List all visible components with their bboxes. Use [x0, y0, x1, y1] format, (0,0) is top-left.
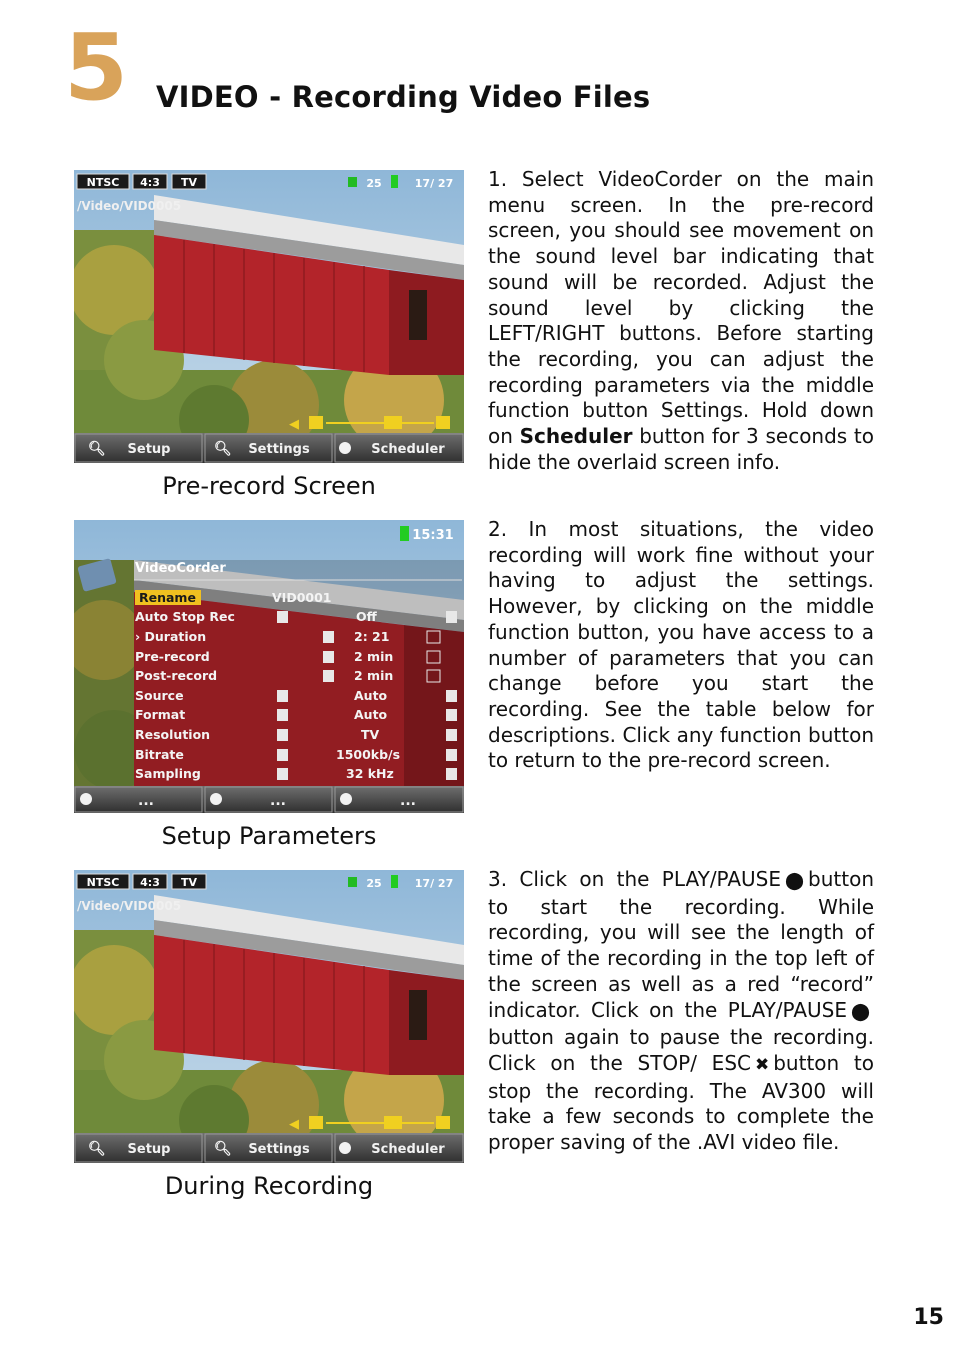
decrease-arrow-icon[interactable] [277, 749, 288, 761]
page-number: 15 [913, 1305, 944, 1330]
volume-knob [384, 1116, 402, 1129]
setting-row-rename[interactable]: Rename [139, 590, 196, 605]
setting-row-pre-record[interactable]: Pre-record [135, 649, 210, 664]
function-icon [80, 793, 92, 805]
decrease-arrow-icon[interactable] [277, 709, 288, 721]
play-pause-icon: ⬤ [850, 1001, 870, 1022]
prerecord-caption: Pre-record Screen [162, 472, 376, 500]
scheduler-button-label: Scheduler [371, 1142, 445, 1157]
increase-arrow-icon[interactable] [446, 749, 457, 761]
setting-row-bitrate[interactable]: Bitrate [135, 747, 184, 762]
magnifier-icon: 🔍︎ [88, 441, 106, 457]
format-badge-aspect: 4:3 [140, 876, 160, 889]
setting-value-resolution: TV [361, 727, 380, 742]
setting-value-format: Auto [354, 707, 388, 722]
increase-arrow-icon[interactable] [446, 611, 457, 623]
function-button-middle-label: ... [270, 793, 286, 809]
scheduler-emphasis: Scheduler [519, 424, 633, 449]
increase-arrow-icon[interactable] [446, 729, 457, 741]
battery-icon [391, 875, 398, 888]
clock-readout: 15:31 [412, 528, 454, 543]
speaker-icon: ◀ [289, 1117, 299, 1132]
file-counter: 17/ 27 [414, 177, 454, 190]
setup-caption: Setup Parameters [161, 822, 377, 850]
volume-right-icon [436, 1116, 450, 1129]
stepper-icon[interactable] [323, 651, 334, 663]
function-icon [340, 793, 352, 805]
magnifier-icon: 🔍︎ [88, 1141, 106, 1157]
recording-caption: During Recording [164, 1172, 374, 1200]
stepper-icon[interactable] [323, 670, 334, 682]
page-title: VIDEO - Recording Video Files [156, 80, 651, 114]
setting-value-source: Auto [354, 688, 388, 703]
play-pause-icon: ⬤ [785, 871, 805, 891]
function-icon [210, 793, 222, 805]
format-badge-tv: TV [180, 876, 198, 889]
setting-value-post-record: 2 min [354, 668, 394, 683]
battery-icon [391, 175, 398, 188]
volume-left-icon [309, 1116, 323, 1129]
step-3-text: 3. Click on the PLAY/PAUSE ⬤ button to start the recording. While recording, you will see the length of time of the recording in the top left of the screen as well as a red “record” indicator. Click on the PLAY/PAUSE ⬤button again to pause the recording. Click on the STOP/ ESC ✖ button to stop the recording. The AV300 will take a few seconds to complete the proper saving of the .AVI video file. [488, 867, 874, 1155]
magnifier-icon: 🔍︎ [214, 1141, 232, 1157]
video-path: /Video/VID0005 [77, 199, 182, 213]
setting-value-auto-stop: Off [356, 609, 377, 624]
decrease-arrow-icon[interactable] [277, 690, 288, 702]
clock-icon [339, 442, 351, 454]
format-badge-aspect: 4:3 [140, 176, 160, 189]
format-badge-ntsc: NTSC [86, 176, 120, 189]
decrease-arrow-icon[interactable] [277, 611, 288, 623]
recording-screenshot [74, 870, 464, 1163]
format-badge-tv: TV [180, 176, 198, 189]
increase-arrow-icon[interactable] [446, 690, 457, 702]
volume-left-icon [309, 416, 323, 429]
setting-row-auto-stop[interactable]: Auto Stop Rec [135, 609, 235, 624]
step-2-text: 2. In most situations, the video recording will work fine without your having to adjust the settings. However, by clicking on the middle function button, you have access to a number of parameters that you can change before you start the recording. See the table below for descriptions. Click any function button to return to the pre-record screen. [488, 517, 874, 773]
magnifier-icon: 🔍︎ [214, 441, 232, 457]
setting-row-format[interactable]: Format [135, 707, 186, 722]
setting-row-post-record[interactable]: Post-record [135, 668, 218, 683]
setup-button-label: Setup [127, 1142, 171, 1157]
scheduler-button-label: Scheduler [371, 442, 445, 457]
stepper-icon[interactable] [323, 631, 334, 643]
status-value: 25 [366, 877, 382, 890]
setting-row-duration[interactable]: › Duration [135, 629, 207, 644]
record-ready-icon [348, 877, 357, 887]
volume-right-icon [436, 416, 450, 429]
increase-arrow-icon[interactable] [446, 768, 457, 780]
file-counter: 17/ 27 [414, 877, 454, 890]
setting-row-resolution[interactable]: Resolution [135, 727, 211, 742]
filename-value: VID0001 [272, 590, 332, 605]
setting-value-pre-record: 2 min [354, 649, 394, 664]
setup-button-label: Setup [127, 442, 171, 457]
speaker-icon: ◀ [289, 417, 299, 432]
video-path: /Video/VID0005 [77, 899, 182, 913]
prerecord-screenshot [74, 170, 464, 463]
function-button-right-label: ... [400, 793, 416, 809]
volume-knob [384, 416, 402, 429]
setting-row-source[interactable]: Source [135, 688, 184, 703]
setup-screenshot [74, 520, 464, 813]
app-title: VideoCorder [135, 561, 226, 576]
battery-icon [400, 526, 409, 541]
setting-value-bitrate: 1500kb/s [336, 747, 401, 762]
settings-button-label: Settings [248, 1142, 310, 1157]
clock-icon [339, 1142, 351, 1154]
step-1-text: 1. Select VideoCorder on the main menu screen. In the pre-record screen, you should see movement on the sound level bar indicating that sound will be recorded. Adjust the sound level by clicking the LEFT/RIGHT buttons. Before starting the recording, you can adjust the recording parameters via the middle function button Settings. Hold down on Scheduler button for 3 seconds to hide the overlaid screen info. [488, 167, 874, 474]
format-badge-ntsc: NTSC [86, 876, 120, 889]
status-value: 25 [366, 177, 382, 190]
decrease-arrow-icon[interactable] [277, 729, 288, 741]
setting-value-duration: 2: 21 [354, 629, 390, 644]
record-ready-icon [348, 177, 357, 187]
setting-value-sampling: 32 kHz [346, 766, 394, 781]
setting-row-sampling[interactable]: Sampling [135, 766, 201, 781]
stop-icon: ✖ [754, 1054, 770, 1075]
decrease-arrow-icon[interactable] [277, 768, 288, 780]
chapter-number: 5 [64, 14, 127, 121]
increase-arrow-icon[interactable] [446, 709, 457, 721]
function-button-left-label: ... [138, 793, 154, 809]
settings-button-label: Settings [248, 442, 310, 457]
